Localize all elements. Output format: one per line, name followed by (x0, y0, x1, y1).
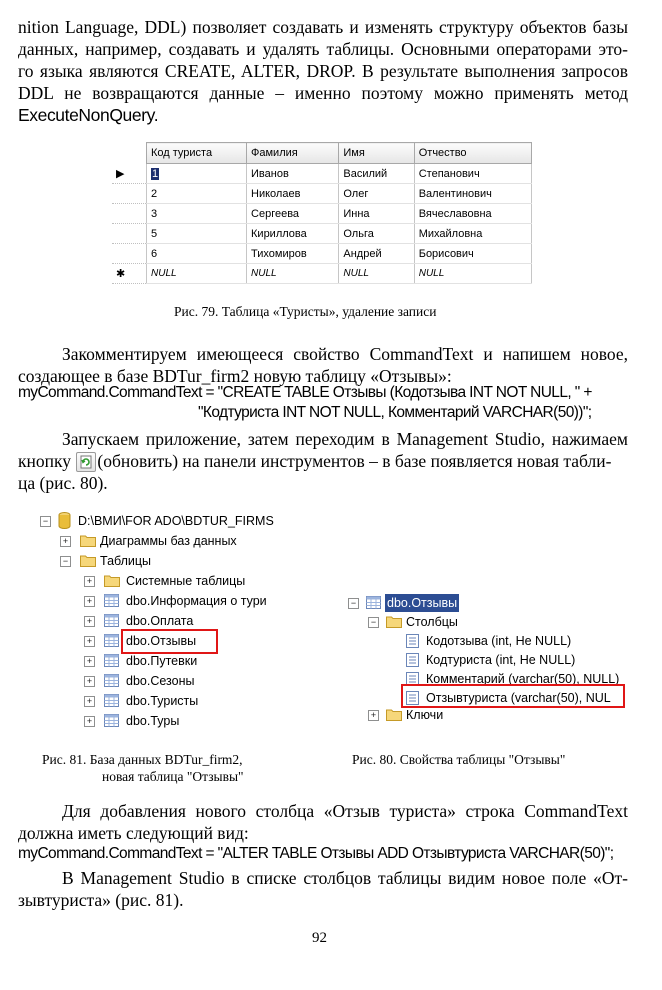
grid-col-header[interactable]: Отчество (414, 143, 531, 164)
folder-icon (386, 615, 402, 628)
database-icon (58, 512, 71, 529)
grid-cell[interactable]: Кириллова (247, 224, 339, 244)
para3-line-3: ца (рис. 80). (18, 473, 108, 493)
grid-cell[interactable]: Василий (339, 164, 414, 184)
expand-toggle-icon[interactable]: + (84, 596, 95, 607)
row-indicator (112, 184, 147, 204)
table-columns-tree (344, 594, 620, 722)
grid-cell[interactable]: Олег (339, 184, 414, 204)
highlight-box (401, 684, 625, 708)
tree-node-label: dbo.Оплата (126, 614, 194, 628)
grid-corner (112, 143, 147, 164)
row-indicator-current: ▶ (112, 164, 147, 184)
table-icon (104, 674, 119, 687)
grid-cell[interactable]: 3 (147, 204, 247, 224)
tree-node-label: Кодотзыва (int, Не NULL) (426, 634, 572, 648)
para3-line-2b: (обновить) на панели инструментов – в базе появляется новая табли- (97, 451, 612, 471)
grid-cell[interactable]: Сергеева (247, 204, 339, 224)
refresh-icon[interactable] (76, 452, 96, 472)
collapse-toggle-icon[interactable]: − (40, 516, 51, 527)
column-icon (406, 653, 419, 667)
grid-cell[interactable]: Николаев (247, 184, 339, 204)
grid-cell-null[interactable]: NULL (147, 264, 247, 284)
expand-toggle-icon[interactable]: + (84, 576, 95, 587)
tree-node-label: Системные таблицы (126, 574, 246, 588)
grid-cell-null[interactable]: NULL (339, 264, 414, 284)
figure-79-caption: Рис. 79. Таблица «Туристы», удаление записи (174, 304, 437, 319)
grid-row[interactable] (112, 184, 532, 204)
row-indicator (112, 204, 147, 224)
folder-icon (104, 574, 120, 587)
code-create-line-2: "Кодтуриста INT NOT NULL, Комментарий VARCHAR(50))"; (198, 404, 592, 421)
intro-line-5: ExecuteNonQuery. (18, 105, 159, 125)
grid-cell-null[interactable]: NULL (414, 264, 531, 284)
grid-cell[interactable]: Инна (339, 204, 414, 224)
para3-line-1: Запускаем приложение, затем переходим в Management Studio, нажимаем (62, 429, 628, 449)
table-icon (104, 714, 119, 727)
grid-cell[interactable]: Тихомиров (247, 244, 339, 264)
expand-toggle-icon[interactable]: + (84, 636, 95, 647)
folder-icon (80, 534, 96, 547)
paragraph-comment (18, 343, 628, 387)
grid-row-new[interactable] (112, 264, 532, 284)
expand-toggle-icon[interactable]: + (368, 710, 379, 721)
caption81-line-2: новая таблица "Отзывы" (102, 769, 244, 784)
grid-row[interactable] (112, 204, 532, 224)
page-number: 92 (312, 930, 327, 946)
para4-line-1: Для добавления нового столбца «Отзыв туриста» строка CommandText (62, 801, 628, 821)
para2-line-1: Закомментируем имеющееся свойство CommandText и напишем новое, (62, 344, 628, 364)
grid-cell[interactable]: Ольга (339, 224, 414, 244)
grid-cell[interactable]: Михайловна (414, 224, 531, 244)
expand-toggle-icon[interactable]: + (84, 716, 95, 727)
row-indicator (112, 244, 147, 264)
folder-icon (80, 554, 96, 567)
grid-cell[interactable]: Андрей (339, 244, 414, 264)
tree-node-label: Ключи (406, 708, 444, 722)
tree-node-label: dbo.Отзывы (387, 596, 458, 610)
tree-node-label: Кодтуриста (int, Не NULL) (426, 653, 576, 667)
grid-cell[interactable]: Борисович (414, 244, 531, 264)
object-explorer-tree (38, 512, 288, 734)
code-create-line-1: myCommand.CommandText = "CREATE TABLE Отзывы (Кодотзыва INT NOT NULL, " + (18, 384, 592, 401)
table-icon (104, 654, 119, 667)
caption81-line-1: Рис. 81. База данных BDTur_firm2, (42, 752, 243, 767)
table-icon (104, 594, 119, 607)
grid-col-header[interactable]: Код туриста (147, 143, 247, 164)
tree-node-label: Таблицы (100, 554, 152, 568)
para2-line-2: создающее в базе BDTur_firm2 новую таблицу «Отзывы»: (18, 366, 452, 386)
expand-toggle-icon[interactable]: + (84, 616, 95, 627)
tree-node-label: Отзывтуриста (varchar(50), NUL (426, 691, 611, 705)
grid-cell-null[interactable]: NULL (247, 264, 339, 284)
grid-row[interactable] (112, 224, 532, 244)
para5-line-2: зывтуриста» (рис. 81). (18, 890, 184, 910)
para3-line-2a: кнопку (18, 451, 71, 471)
collapse-toggle-icon[interactable]: − (348, 598, 359, 609)
grid-row[interactable] (112, 244, 532, 264)
row-indicator (112, 224, 147, 244)
highlight-box (121, 629, 218, 654)
table-icon (104, 634, 119, 647)
grid-cell[interactable]: 6 (147, 244, 247, 264)
collapse-toggle-icon[interactable]: − (60, 556, 71, 567)
tree-node-label: dbo.Туры (126, 714, 180, 728)
tree-node-label: dbo.Отзывы (126, 634, 197, 648)
intro-line-4: DDL не возвращаются данные – именно поэтому можно применять метод (18, 83, 628, 103)
intro-line-1: nition Language, DDL) позволяет создавать и изменять структуру объектов базы (18, 17, 628, 37)
para5-line-1: В Management Studio в списке столбцов таблицы видим новое поле «От- (62, 868, 628, 888)
grid-cell[interactable]: Иванов (247, 164, 339, 184)
paragraph-result (18, 867, 628, 911)
expand-toggle-icon[interactable]: + (84, 676, 95, 687)
table-icon (104, 694, 119, 707)
grid-cell[interactable]: 5 (147, 224, 247, 244)
figure-81-caption (42, 751, 292, 785)
tree-node-label: Комментарий (varchar(50), NULL) (426, 672, 620, 686)
tree-node-label: dbo.Сезоны (126, 674, 195, 688)
column-icon (406, 634, 419, 648)
grid-header-row (112, 143, 532, 164)
tree-node-label: D:\BMИ\FOR ADO\BDTUR_FIRMS (78, 514, 274, 528)
paragraph-refresh (18, 428, 628, 494)
folder-icon (386, 708, 402, 721)
tree-node-label: dbo.Информация о тури (126, 594, 267, 608)
intro-line-2: данных, например, создавать и удалять таблицы. Основными операторами это- (18, 39, 628, 59)
grid-cell[interactable]: Степанович (414, 164, 531, 184)
grid-col-header[interactable]: Фамилия (247, 143, 339, 164)
row-indicator-new: ✱ (112, 264, 147, 284)
grid-cell[interactable]: Вячеславовна (414, 204, 531, 224)
grid-cell[interactable] (147, 164, 247, 184)
para4-line-2: должна иметь следующий вид: (18, 823, 249, 843)
figure-80-caption: Рис. 80. Свойства таблицы "Отзывы" (352, 752, 566, 767)
grid-col-header[interactable]: Имя (339, 143, 414, 164)
expand-toggle-icon[interactable]: + (84, 696, 95, 707)
table-icon (366, 596, 381, 609)
grid-row[interactable] (112, 164, 532, 184)
grid-cell[interactable]: 2 (147, 184, 247, 204)
code-alter-line: myCommand.CommandText = "ALTER TABLE Отзывы ADD Отзывтуриста VARCHAR(50)"; (18, 845, 614, 862)
expand-toggle-icon[interactable]: + (84, 656, 95, 667)
collapse-toggle-icon[interactable]: − (368, 617, 379, 628)
expand-toggle-icon[interactable]: + (60, 536, 71, 547)
tree-node-label: Столбцы (406, 615, 458, 629)
intro-paragraph (18, 16, 628, 126)
tree-node-label: Диаграммы баз данных (100, 534, 237, 548)
para3-line-2 (18, 450, 628, 472)
grid-cell[interactable]: Валентинович (414, 184, 531, 204)
paragraph-alter (18, 800, 628, 844)
grid-cell-selected-text: 1 (152, 167, 159, 180)
table-icon (104, 614, 119, 627)
tree-node-label: dbo.Путевки (126, 654, 198, 668)
tourists-grid (112, 142, 532, 284)
intro-line-3: го языка являются CREATE, ALTER, DROP. В результате выполнения запросов (18, 61, 628, 81)
tree-node-label: dbo.Туристы (126, 694, 199, 708)
